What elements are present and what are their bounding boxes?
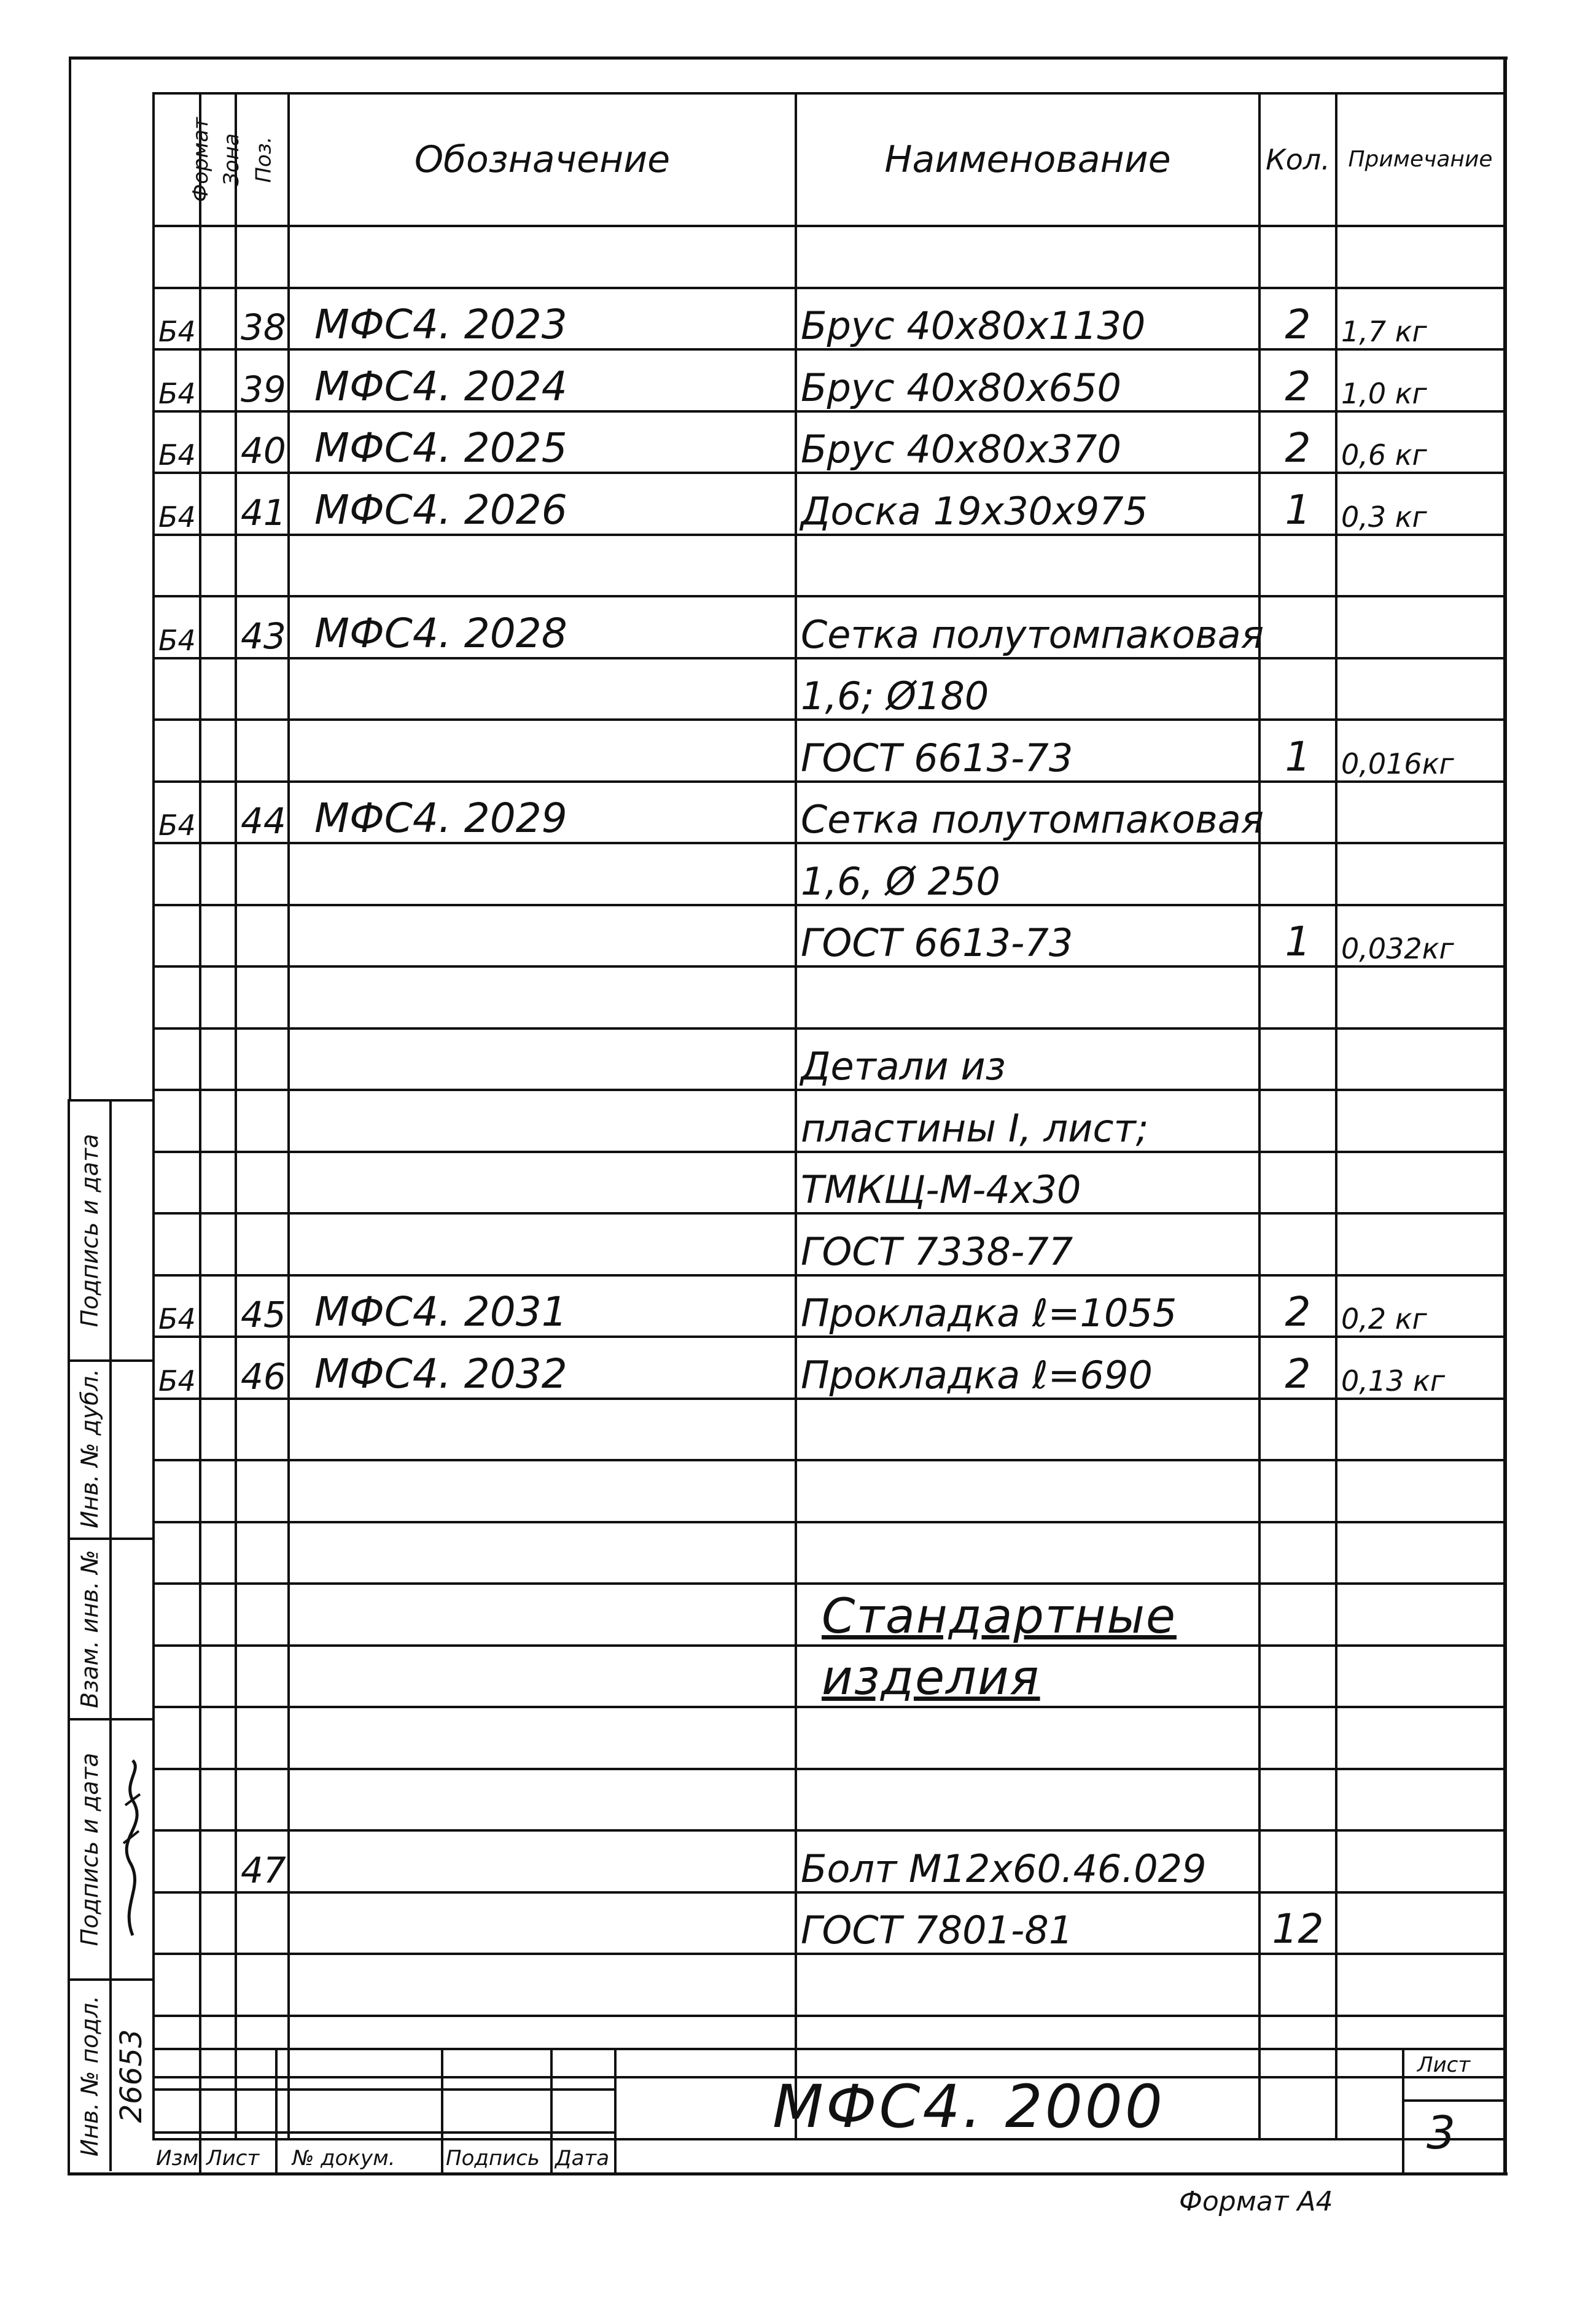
title-col-change: Изм [156,2146,199,2171]
cell-des: МФС4. 2029 [289,782,796,844]
cell-zone [200,1275,236,1337]
cell-zone [200,1522,236,1584]
cell-fmt [154,1522,200,1584]
table-row [154,1769,1505,1831]
cell-zone [200,658,236,720]
cell-pos: 43 [236,596,289,658]
cell-zone [200,1460,236,1522]
cell-name: Брус 40х80х1130 [796,288,1259,350]
cell-note [1336,1028,1505,1091]
table-row [154,1399,1505,1461]
cell-note: 0,032кг [1336,905,1505,967]
cell-pos [236,1152,289,1214]
cell-zone [200,782,236,844]
cell-name: Сетка полутомпаковая [796,782,1259,844]
table-row [154,473,1505,535]
cell-qty: 2 [1259,1275,1336,1337]
cell-des [289,1769,796,1831]
cell-pos [236,720,289,782]
cell-fmt: Б4 [154,1337,200,1399]
cell-pos: 40 [236,411,289,473]
cell-des [289,658,796,720]
table-row [154,1460,1505,1522]
cell-des [289,1584,796,1646]
cell-qty: 1 [1259,905,1336,967]
cell-qty [1259,1954,1336,2016]
cell-zone [200,1584,236,1646]
table-row [154,596,1505,658]
cell-des [289,1090,796,1152]
title-col-doc: № докум. [292,2146,395,2171]
table-row [154,1152,1505,1214]
cell-name [796,1584,1259,1646]
table-row [154,1584,1505,1646]
cell-pos [236,1892,289,1954]
cell-name: 1,6, Ø 250 [796,843,1259,905]
cell-zone [200,1213,236,1275]
cell-fmt [154,1460,200,1522]
cell-des: МФС4. 2032 [289,1337,796,1399]
document-number: МФС4. 2000 [773,2072,1165,2141]
cell-des [289,843,796,905]
table-row [154,1830,1505,1892]
cell-qty: 2 [1259,411,1336,473]
table-row [154,1028,1505,1091]
cell-pos [236,226,289,288]
specification-table [152,92,1506,2140]
cell-name: Сетка полутомпаковая [796,596,1259,658]
cell-zone [200,1954,236,2016]
table-row [154,905,1505,967]
cell-fmt: Б4 [154,1275,200,1337]
cell-note [1336,596,1505,658]
table-row [154,843,1505,905]
table-row [154,349,1505,411]
cell-note: 0,2 кг [1336,1275,1505,1337]
table-row [154,1337,1505,1399]
cell-des [289,535,796,597]
stamp-dup-inv [70,1359,154,1540]
stamp-mut-inv [70,1540,154,1720]
cell-name: пластины I, лист; [796,1090,1259,1152]
cell-qty: 2 [1259,1337,1336,1399]
cell-qty [1259,1769,1336,1831]
cell-qty [1259,1707,1336,1769]
cell-qty [1259,1830,1336,1892]
cell-note [1336,1152,1505,1214]
cell-zone [200,1769,236,1831]
cell-note [1336,843,1505,905]
cell-fmt [154,535,200,597]
table-row [154,535,1505,597]
cell-des [289,1707,796,1769]
title-col-sign: Подпись [446,2146,540,2171]
cell-note [1336,1707,1505,1769]
cell-pos [236,966,289,1028]
stamp-orig-inv-label: Инв. № подл. [76,1995,103,2157]
stamp-sign-date-label: Подпись и дата [76,1133,103,1328]
cell-zone [200,288,236,350]
cell-des [289,720,796,782]
cell-name [796,1399,1259,1461]
section-heading: изделия [822,1650,1040,1706]
cell-qty [1259,535,1336,597]
table-row [154,658,1505,720]
cell-zone [200,226,236,288]
cell-name [796,1460,1259,1522]
cell-note: 0,016кг [1336,720,1505,782]
stamp-orig-inv [70,1981,154,2171]
cell-qty: 1 [1259,473,1336,535]
frame-left-upper [69,56,71,1100]
cell-qty: 2 [1259,349,1336,411]
sheet-number: 3 [1427,2107,1456,2160]
cell-name: Брус 40х80х650 [796,349,1259,411]
cell-zone [200,535,236,597]
cell-qty [1259,966,1336,1028]
cell-note [1336,1213,1505,1275]
cell-qty [1259,1460,1336,1522]
cell-pos [236,535,289,597]
cell-fmt: Б4 [154,288,200,350]
cell-note: 1,0 кг [1336,349,1505,411]
cell-des: МФС4. 2031 [289,1275,796,1337]
cell-name [796,226,1259,288]
cell-zone [200,1707,236,1769]
cell-note [1336,1399,1505,1461]
cell-qty [1259,1646,1336,1708]
cell-qty [1259,1399,1336,1461]
stamp-sign-date-2-label: Подпись и дата [76,1752,103,1946]
cell-des: МФС4. 2024 [289,349,796,411]
cell-qty [1259,226,1336,288]
cell-fmt: Б4 [154,411,200,473]
cell-fmt: Б4 [154,473,200,535]
cell-des [289,905,796,967]
frame-top [71,56,1508,60]
cell-name: Прокладка ℓ=1055 [796,1275,1259,1337]
cell-pos [236,1584,289,1646]
cell-des [289,966,796,1028]
cell-fmt [154,1152,200,1214]
cell-fmt: Б4 [154,596,200,658]
cell-name: Прокладка ℓ=690 [796,1337,1259,1399]
cell-fmt [154,843,200,905]
title-col-date: Дата [555,2146,610,2171]
cell-name: ГОСТ 6613-73 [796,720,1259,782]
cell-pos [236,1460,289,1522]
cell-note [1336,1090,1505,1152]
cell-fmt [154,1028,200,1091]
left-stamp [68,1099,156,2174]
cell-qty [1259,1584,1336,1646]
cell-des [289,1646,796,1708]
table-row [154,1954,1505,2016]
cell-note [1336,535,1505,597]
cell-name: ТМКЩ-М-4х30 [796,1152,1259,1214]
cell-pos [236,658,289,720]
stamp-dup-inv-label: Инв. № дубл. [76,1369,103,1528]
cell-zone [200,1892,236,1954]
table-row [154,1646,1505,1708]
cell-des [289,1892,796,1954]
cell-pos: 46 [236,1337,289,1399]
cell-name: Доска 19х30х975 [796,473,1259,535]
cell-note: 1,7 кг [1336,288,1505,350]
cell-zone [200,1337,236,1399]
cell-pos [236,1090,289,1152]
cell-zone [200,966,236,1028]
cell-des: МФС4. 2028 [289,596,796,658]
cell-qty [1259,1028,1336,1091]
header-designation: Обозначение [289,93,796,226]
cell-pos [236,1646,289,1708]
sheet-label: Лист [1417,2053,1471,2077]
stamp-orig-inv-value: 26653 [114,2029,149,2123]
table-row [154,288,1505,350]
stamp-mut-inv-label: Взам. инв. № [76,1549,103,1709]
cell-zone [200,1090,236,1152]
cell-fmt: Б4 [154,782,200,844]
cell-fmt [154,905,200,967]
table-row [154,782,1505,844]
cell-qty: 1 [1259,720,1336,782]
cell-name: Детали из [796,1028,1259,1091]
cell-des [289,1522,796,1584]
cell-fmt [154,1954,200,2016]
stamp-sign-date-2 [70,1720,154,1981]
cell-pos: 44 [236,782,289,844]
cell-pos [236,1954,289,2016]
cell-pos: 47 [236,1830,289,1892]
table-row [154,966,1505,1028]
cell-note [1336,1584,1505,1646]
table-row [154,411,1505,473]
header-pos: Поз. [236,93,289,226]
cell-note [1336,1522,1505,1584]
cell-name: 1,6; Ø180 [796,658,1259,720]
cell-note [1336,226,1505,288]
cell-des [289,1460,796,1522]
table-row [154,226,1505,288]
cell-qty: 2 [1259,288,1336,350]
cell-name [796,1707,1259,1769]
cell-des [289,1830,796,1892]
cell-name [796,535,1259,597]
cell-zone [200,473,236,535]
cell-qty [1259,1522,1336,1584]
cell-zone [200,1028,236,1091]
cell-zone [200,1399,236,1461]
cell-qty [1259,658,1336,720]
handwritten-signature [114,1757,151,1942]
cell-fmt: Б4 [154,349,200,411]
cell-note [1336,1954,1505,2016]
cell-des [289,1152,796,1214]
table-row [154,720,1505,782]
cell-qty [1259,1213,1336,1275]
table-row [154,1892,1505,1954]
cell-note [1336,1646,1505,1708]
cell-zone [200,411,236,473]
header-zone: Зона [200,93,236,226]
cell-zone [200,596,236,658]
cell-zone [200,720,236,782]
cell-name [796,1646,1259,1708]
cell-name: ГОСТ 7338-77 [796,1213,1259,1275]
cell-des [289,1028,796,1091]
cell-qty [1259,782,1336,844]
header-name: Наименование [796,93,1259,226]
cell-fmt [154,1584,200,1646]
cell-fmt [154,658,200,720]
cell-zone [200,349,236,411]
cell-des [289,1213,796,1275]
cell-zone [200,1830,236,1892]
cell-des: МФС4. 2026 [289,473,796,535]
cell-fmt [154,1213,200,1275]
table-row [154,1275,1505,1337]
cell-fmt [154,1646,200,1708]
section-heading: Стандартные [822,1588,1177,1644]
cell-des [289,226,796,288]
cell-pos: 38 [236,288,289,350]
cell-fmt [154,966,200,1028]
title-col-sheet: Лист [206,2146,260,2171]
cell-pos [236,1522,289,1584]
cell-des [289,1954,796,2016]
cell-pos: 39 [236,349,289,411]
table-row [154,1707,1505,1769]
cell-fmt [154,1830,200,1892]
cell-qty [1259,596,1336,658]
cell-pos [236,1399,289,1461]
cell-pos [236,1213,289,1275]
cell-name: Болт М12х60.46.029 [796,1830,1259,1892]
table-body [154,226,1505,2139]
cell-name [796,1954,1259,2016]
cell-qty [1259,843,1336,905]
cell-note [1336,1769,1505,1831]
cell-pos [236,1707,289,1769]
cell-zone [200,1152,236,1214]
cell-note: 0,3 кг [1336,473,1505,535]
cell-note [1336,1830,1505,1892]
cell-fmt [154,1707,200,1769]
title-block [152,2048,1503,2174]
header-note: Примечание [1336,93,1505,226]
cell-name [796,1769,1259,1831]
cell-pos [236,1028,289,1091]
cell-name [796,966,1259,1028]
cell-zone [200,905,236,967]
cell-fmt [154,1769,200,1831]
cell-qty [1259,1090,1336,1152]
header-qty: Кол. [1259,93,1336,226]
cell-des: МФС4. 2023 [289,288,796,350]
cell-pos: 45 [236,1275,289,1337]
cell-zone [200,843,236,905]
table-header-row [154,93,1505,226]
stamp-sign-date [70,1099,154,1362]
cell-pos: 41 [236,473,289,535]
cell-fmt [154,1892,200,1954]
cell-pos [236,1769,289,1831]
cell-des [289,1399,796,1461]
cell-pos [236,905,289,967]
cell-note [1336,1460,1505,1522]
cell-fmt [154,1090,200,1152]
table-row [154,1090,1505,1152]
cell-zone [200,1646,236,1708]
cell-qty: 12 [1259,1892,1336,1954]
cell-fmt [154,1399,200,1461]
table-row [154,1213,1505,1275]
format-note: Формат А4 [1179,2186,1333,2217]
cell-name: Брус 40х80х370 [796,411,1259,473]
cell-note [1336,966,1505,1028]
cell-note [1336,1892,1505,1954]
cell-note: 0,13 кг [1336,1337,1505,1399]
cell-name: ГОСТ 7801-81 [796,1892,1259,1954]
cell-note [1336,782,1505,844]
cell-fmt [154,720,200,782]
cell-note [1336,658,1505,720]
cell-qty [1259,1152,1336,1214]
cell-name: ГОСТ 6613-73 [796,905,1259,967]
table-row [154,1522,1505,1584]
cell-fmt [154,226,200,288]
cell-name [796,1522,1259,1584]
cell-note: 0,6 кг [1336,411,1505,473]
cell-des: МФС4. 2025 [289,411,796,473]
cell-pos [236,843,289,905]
header-format: Формат [154,93,200,226]
